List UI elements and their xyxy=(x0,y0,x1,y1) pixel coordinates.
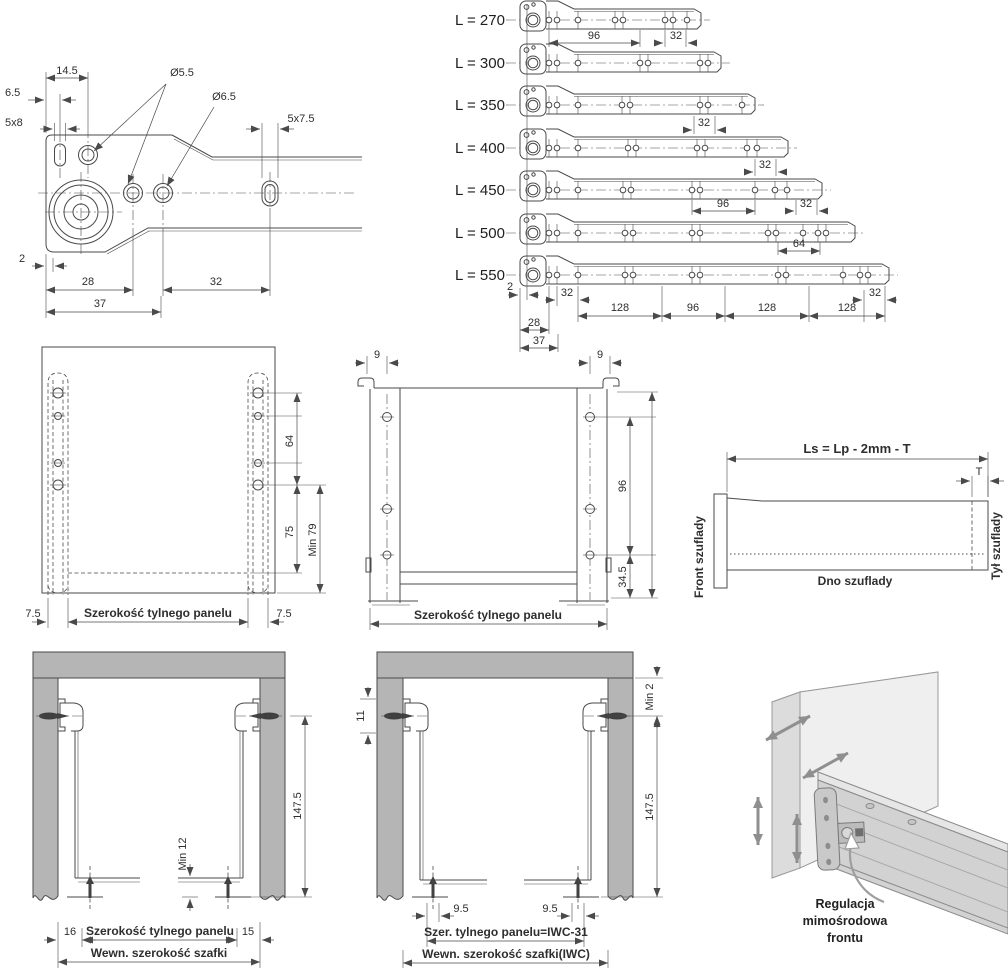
dim-2: 2 xyxy=(18,253,26,265)
rail-hole xyxy=(670,17,676,23)
rail-hole xyxy=(554,187,560,193)
rail-hole xyxy=(772,187,778,193)
rail-hole xyxy=(575,145,581,151)
rail-length-label: L = 400 xyxy=(455,140,505,157)
rail-hole xyxy=(625,145,631,151)
rail-row xyxy=(455,256,898,286)
inner-width-label: Wewn. szerokość szafki xyxy=(90,946,228,960)
rail-hole xyxy=(908,820,916,825)
rail-hole xyxy=(823,230,829,236)
rail-hole xyxy=(697,230,703,236)
rail-hole xyxy=(697,272,703,278)
rear-panel-width-label: Szerokość tylnego panelu xyxy=(85,924,235,938)
rear-panel xyxy=(42,347,275,593)
rail-hole xyxy=(689,230,695,236)
dim-min-79: Min 79 xyxy=(307,523,319,557)
inner-width-label: Wewn. szerokość szafki(IWC) xyxy=(422,947,590,961)
dim-5x7-5: 5x7.5 xyxy=(287,113,315,125)
rail-hole xyxy=(575,17,581,23)
panel-cabinet-section-a xyxy=(33,652,312,968)
rail-hole xyxy=(620,187,626,193)
dim-147-5: 147.5 xyxy=(644,793,656,821)
panel-front-adjustment xyxy=(758,672,1008,945)
front-label: Front szuflady xyxy=(692,515,706,599)
rail-hole xyxy=(546,187,552,193)
rail-hole xyxy=(546,60,552,66)
dim-28: 28 xyxy=(81,276,95,288)
rail-hole xyxy=(754,145,760,151)
rail-row xyxy=(455,129,797,159)
rail-hole xyxy=(637,60,643,66)
rail-hole xyxy=(554,102,560,108)
dim-147-5: 147.5 xyxy=(292,792,304,820)
rail-hole xyxy=(752,187,758,193)
dim-96: 96 xyxy=(686,302,700,314)
dim-28: 28 xyxy=(527,317,541,329)
rail-hole xyxy=(800,230,806,236)
dim-128: 128 xyxy=(837,302,857,314)
rail-hole xyxy=(662,17,668,23)
bracket-holes xyxy=(380,413,597,560)
rail-hole xyxy=(546,17,552,23)
rail-hole xyxy=(622,272,628,278)
cabinet-wall-left xyxy=(33,678,58,900)
caption-line-1: Regulacja xyxy=(815,897,875,911)
dim-7-5-right: 7.5 xyxy=(276,608,292,620)
rail-hole xyxy=(765,230,771,236)
length-formula: Ls = Lp - 2mm - T xyxy=(803,441,911,456)
rail-length-label: L = 270 xyxy=(455,12,505,29)
dim-9-left: 9 xyxy=(373,349,381,361)
rail-hole xyxy=(705,60,711,66)
dim-32: 32 xyxy=(560,287,574,299)
rail-hole xyxy=(633,145,639,151)
rail-row xyxy=(455,1,710,31)
hook-left xyxy=(358,378,374,388)
rail-hole xyxy=(575,102,581,108)
dim-min-2: Min 2 xyxy=(644,683,656,711)
dim-9-right: 9 xyxy=(596,349,604,361)
rail-hole xyxy=(739,102,745,108)
rail-hole xyxy=(619,102,625,108)
cabinet-top xyxy=(377,652,633,678)
rail-hole xyxy=(554,17,560,23)
rail-hole xyxy=(694,145,700,151)
dia-5-5: Ø5.5 xyxy=(170,67,194,79)
rail-hole xyxy=(784,187,790,193)
rail-body xyxy=(546,171,822,199)
rear-panel-width-label: Szer. tylnego panelu=IWC-31 xyxy=(424,925,588,939)
panel-bracket-detail xyxy=(5,65,362,318)
dim-6-5: 6.5 xyxy=(5,87,21,99)
bottom-label: Dno szuflady xyxy=(817,574,893,588)
rail-hole xyxy=(815,230,821,236)
dim-32: 32 xyxy=(697,117,711,129)
caption-line-2: mimośrodowa xyxy=(802,914,888,928)
rail-hole xyxy=(575,230,581,236)
rail-hole xyxy=(546,272,552,278)
rail-hole xyxy=(773,230,779,236)
dim-96: 96 xyxy=(716,198,730,210)
drawer-front xyxy=(714,494,727,588)
rail-hole xyxy=(697,187,703,193)
dim-64: 64 xyxy=(284,434,296,448)
rail-hole xyxy=(705,102,711,108)
slide-shadow-left xyxy=(48,373,68,595)
dim-5x8: 5x8 xyxy=(5,117,23,129)
cabinet-wall-left xyxy=(377,678,403,900)
rail-length-label: L = 450 xyxy=(455,182,505,199)
rail-hole xyxy=(620,17,626,23)
dim-32: 32 xyxy=(669,30,683,42)
dim-34-5: 34.5 xyxy=(617,566,629,588)
rail-hole xyxy=(684,17,690,23)
dim-75: 75 xyxy=(284,525,296,539)
panel-rear-panel-marking xyxy=(25,347,326,628)
caption-line-3: frontu xyxy=(826,931,864,945)
dim-32: 32 xyxy=(799,198,813,210)
rail-row xyxy=(455,44,730,74)
rail-hole xyxy=(546,230,552,236)
rail-hole xyxy=(857,272,863,278)
rear-panel-width-label: Szerokość tylnego panelu xyxy=(413,608,563,622)
dim-14-5: 14.5 xyxy=(56,65,78,77)
rail-body xyxy=(546,129,788,157)
dim-16: 16 xyxy=(63,926,77,938)
rail-hole xyxy=(689,272,695,278)
panel-rear-bracket xyxy=(355,349,658,630)
rail-hole xyxy=(866,804,874,809)
dim-11: 11 xyxy=(355,710,367,722)
panel-rail-lengths xyxy=(455,1,898,286)
rail-length-label: L = 300 xyxy=(455,55,505,72)
rail-hole xyxy=(689,187,695,193)
rail-length-label: L = 500 xyxy=(455,225,505,242)
rail-hole xyxy=(865,272,871,278)
rail-hole xyxy=(575,60,581,66)
dim-37: 37 xyxy=(93,298,107,310)
dim-T: T xyxy=(975,466,983,478)
dim-96: 96 xyxy=(587,30,601,42)
dim-128: 128 xyxy=(610,302,630,314)
panel-drawer-side xyxy=(692,441,1004,598)
rail-hole xyxy=(840,272,846,278)
dim-15: 15 xyxy=(241,926,255,938)
rail-body xyxy=(546,1,701,29)
rail-hole xyxy=(612,17,618,23)
rail-row xyxy=(455,86,764,116)
drawer-body xyxy=(727,498,988,570)
mounting-holes-left xyxy=(50,388,66,490)
dim-min-12: Min 12 xyxy=(177,837,189,871)
rail-body xyxy=(546,214,855,242)
rail-hole xyxy=(554,230,560,236)
slide-shadow-right xyxy=(248,373,268,595)
rail-body xyxy=(546,256,889,284)
panel-rail-dims xyxy=(507,4,897,352)
dim-32: 32 xyxy=(209,276,223,288)
back-label: Tył szuflady xyxy=(989,512,1003,580)
dim-2: 2 xyxy=(506,281,514,293)
hook-right xyxy=(603,378,619,388)
rail-hole xyxy=(775,272,781,278)
rear-panel-width-label: Szerokość tylnego panelu xyxy=(83,606,233,620)
rail-hole xyxy=(546,145,552,151)
dia-6-5: Ø6.5 xyxy=(212,91,236,103)
rail-hole xyxy=(554,60,560,66)
cabinet-top xyxy=(33,652,285,678)
rail-length-label: L = 350 xyxy=(455,97,505,114)
rail-row xyxy=(455,171,831,201)
rail-length-label: L = 550 xyxy=(455,267,505,284)
cabinet-wall-right xyxy=(608,678,633,900)
dim-9-5-left: 9.5 xyxy=(453,903,469,915)
rail-hole xyxy=(744,145,750,151)
dim-96: 96 xyxy=(617,479,629,493)
rail-hole xyxy=(628,187,634,193)
dim-9-5-right: 9.5 xyxy=(542,903,558,915)
rail-hole xyxy=(627,102,633,108)
rail-hole xyxy=(630,230,636,236)
mounting-holes-right xyxy=(250,388,266,490)
rail-hole xyxy=(697,60,703,66)
dim-37: 37 xyxy=(532,335,546,347)
dim-32: 32 xyxy=(868,287,882,299)
rail-body xyxy=(546,44,721,72)
rail-hole xyxy=(783,272,789,278)
rail-hole xyxy=(622,230,628,236)
rail-hole xyxy=(554,145,560,151)
rail-hole xyxy=(697,102,703,108)
rail-hole xyxy=(575,187,581,193)
dim-128: 128 xyxy=(757,302,777,314)
rail-hole xyxy=(702,145,708,151)
dim-64: 64 xyxy=(792,238,806,250)
rail-hole xyxy=(630,272,636,278)
dim-32: 32 xyxy=(758,159,772,171)
panel-cabinet-section-b xyxy=(355,652,663,968)
rail-hole xyxy=(645,60,651,66)
rail-hole xyxy=(546,102,552,108)
cabinet-wall-right xyxy=(260,678,285,900)
rail-hole xyxy=(575,272,581,278)
rail-hole xyxy=(554,272,560,278)
rail-body xyxy=(546,86,755,114)
dim-7-5-left: 7.5 xyxy=(25,608,41,620)
